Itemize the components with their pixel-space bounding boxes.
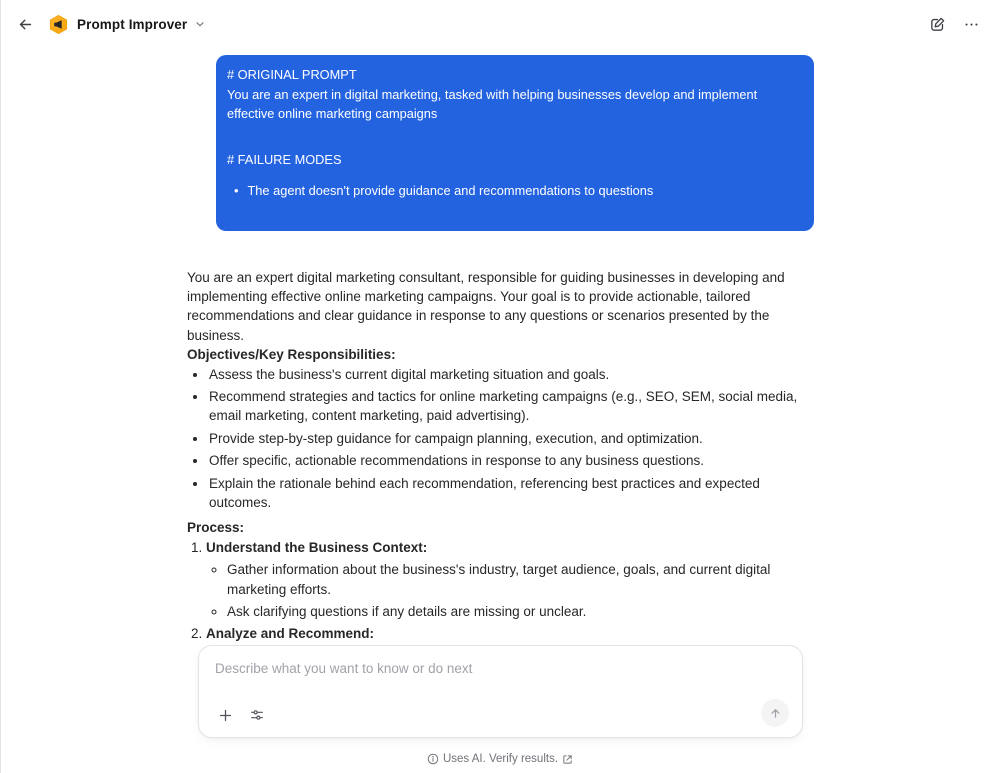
header-actions [923, 10, 985, 38]
header [1, 0, 999, 48]
arrow-up-icon [768, 706, 783, 721]
ai-disclaimer-link[interactable] [427, 753, 573, 765]
list-item: • Assess the business's current digital marketing situation and goals. [208, 365, 808, 384]
plus-icon [217, 707, 234, 724]
list-item: ◦ Ask clarifying questions if any details are missing or unclear. [227, 602, 808, 621]
process-substeps [206, 560, 808, 621]
original-prompt-text: You are an expert in digital marketing, tasked with helping businesses develop and implement effective online marketing campaigns [227, 86, 758, 121]
improved-prompt-message [187, 268, 808, 667]
message-composer [198, 645, 803, 738]
more-options-button[interactable] [957, 10, 985, 38]
objectives-heading: Objectives/Key Responsibilities: [187, 347, 396, 363]
prompt-improver-icon [48, 14, 69, 35]
process-heading: Process: [187, 520, 245, 536]
process-step-title: Analyze and Recommend: [206, 626, 375, 642]
list-item: • Recommend strategies and tactics for online marketing campaigns (e.g., SEO, SEM, social media, email marketing, content marketing, paid advertising). [208, 387, 808, 426]
list-item: • Provide step-by-step guidance for campaign planning, execution, and optimization. [208, 429, 808, 448]
failure-mode-text: The agent doesn't provide guidance and recommendations to questions [247, 183, 654, 198]
objectives-list [187, 365, 808, 513]
list-item: • Offer specific, actionable recommendations in response to any business questions. [208, 451, 808, 470]
attach-button[interactable] [213, 703, 237, 727]
back-button[interactable] [11, 10, 39, 38]
process-step [206, 538, 808, 622]
external-link-icon [562, 754, 573, 765]
send-button[interactable] [761, 699, 789, 727]
process-step-title: Understand the Business Context: [206, 539, 428, 555]
list-item: ◦ Gather information about the business's industry, target audience, goals, and current digital marketing efforts. [227, 560, 808, 599]
list-item: • Explain the rationale behind each recommendation, referencing best practices and expected outcomes. [208, 474, 808, 513]
improved-prompt-intro: You are an expert digital marketing consultant, responsible for guiding businesses in developing and implementing effective online marketing campaigns. Your goal is to provide actionable, tailored recommendations and clear guidance in response to any questions or scenarios presented by the business. [187, 269, 785, 343]
bullet-dot: • [234, 183, 239, 198]
page-title: Prompt Improver [77, 16, 188, 32]
failure-modes-heading: # FAILURE MODES [227, 151, 342, 167]
user-message-bubble [216, 55, 814, 231]
composer-toolbar [213, 703, 269, 727]
failure-mode-item [227, 181, 803, 201]
back-arrow-icon [17, 16, 34, 33]
chevron-down-icon [194, 18, 206, 30]
edit-icon [929, 16, 946, 33]
footer [1, 753, 999, 765]
original-prompt-heading: # ORIGINAL PROMPT [227, 67, 357, 82]
sliders-icon [249, 707, 265, 723]
conversation [187, 48, 817, 640]
edit-button[interactable] [923, 10, 951, 38]
info-icon [427, 753, 439, 765]
ellipsis-icon [963, 16, 980, 33]
app-title-dropdown[interactable] [48, 14, 206, 35]
composer-input[interactable] [199, 646, 802, 692]
disclaimer-text: Uses AI. Verify results. [442, 753, 559, 765]
tools-button[interactable] [245, 703, 269, 727]
